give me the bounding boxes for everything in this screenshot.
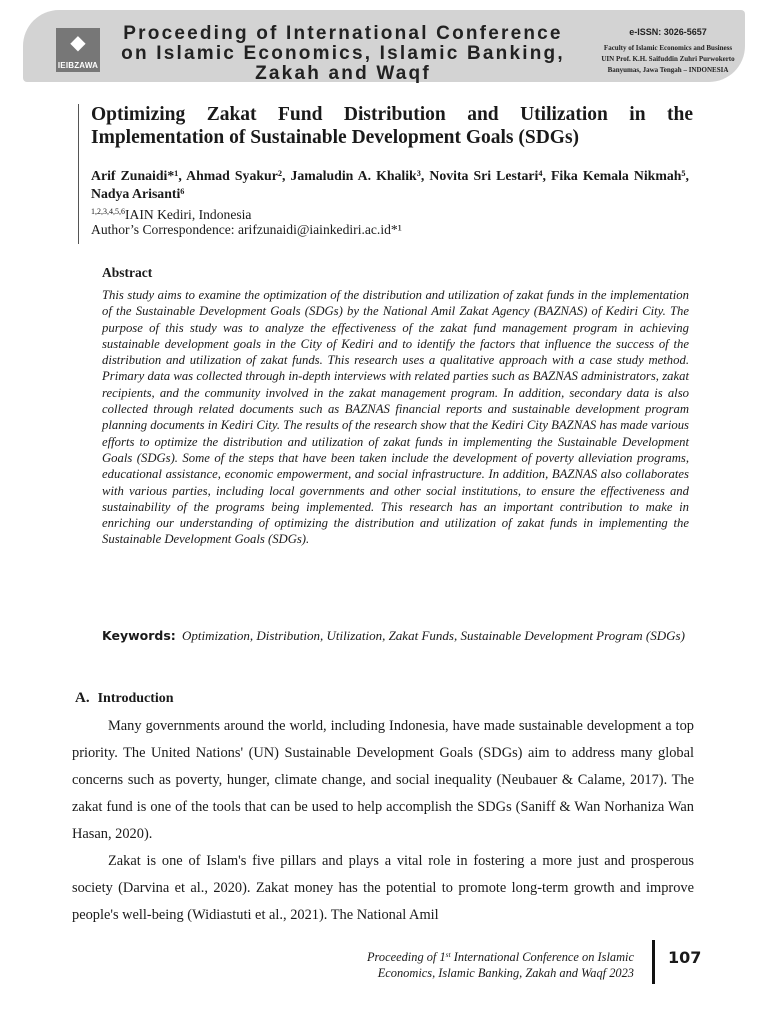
institution-info (583, 43, 753, 76)
institution-line: Banyumas, Jawa Tengah – INDONESIA (607, 66, 729, 74)
conference-title-line: Proceeding of International Conference (123, 23, 563, 44)
keywords-block (102, 628, 690, 644)
institution-line: UIN Prof. K.H. Saifuddin Zuhri Purwokerto (601, 55, 735, 63)
footer-text-part: International Conference on Islamic (450, 950, 634, 964)
section-letter: A. (75, 690, 90, 706)
footer-line-1 (300, 947, 634, 965)
conference-title (113, 24, 573, 84)
affiliation (91, 203, 691, 223)
abstract-text: This study aims to examine the optimization of the distribution and utilization of zakat funds in the implementation of the Sustainable Development Goals (SDGs) by the National Amil Zakat Agency (BAZNAS) of Kediri City. The purpose of this study was to analyze the effectiveness of the zakat fund management program in achieving sustainable development goals in the City of Kediri and to identify the factors that influence the success of the distribution and utilization of zakat funds. This research uses a qualitative approach with a case study method. Primary data was collected through in-depth interviews with related parties such as BAZNAS administrators, zakat recipients, and the community involved in the zakat management program. In addition, secondary data is also collected through related documents such as BAZNAS financial reports and sustainable development program planning documents in Kediri City. The results of the research show that the Kediri City BAZNAS has made various efforts to optimize the distribution and utilization of zakat funds in implementing the Sustainable Development Goals (SDGs). Some of the steps that have been taken include the development of poverty alleviation programs, educational assistance, economic empowerment, and social infrastructure. In addition, BAZNAS also collaborates with various parties, including local governments and other social institutions, to ensure the effectiveness and sustainability of the programs being implemented. This research has an important contribution to make in enriching our understanding of optimizing the distribution and utilization of zakat funds in implementing the Sustainable Development Goals (SDGs). (102, 288, 689, 547)
title-block-rule (78, 104, 79, 244)
footer-line-2: Economics, Islamic Banking, Zakah and Waqf 2023 (377, 966, 634, 980)
abstract-heading: Abstract (102, 265, 153, 280)
conference-title-line: Zakah and Waqf (255, 63, 431, 84)
correspondence-email: Author’s Correspondence: arifzunaidi@iainkediri.ac.id*¹ (91, 222, 402, 237)
section-title: Introduction (97, 691, 174, 706)
introduction-paragraph-1: Many governments around the world, including Indonesia, have made sustainable development a top priority. The United Nations' (UN) Sustainable Development Goals (SDGs) aim to address many global concerns such as poverty, hunger, climate change, and social inequality (Neubauer & Calame, 2017). The zakat fund is one of the tools that can be used to help accomplish the SDGs (Saniff & Wan Norhaniza Wan Hasan, 2020). (72, 718, 694, 842)
page-number: 107 (668, 948, 702, 967)
footer-proceeding-citation (300, 947, 634, 981)
journal-header-banner (23, 10, 745, 82)
institution-line: Faculty of Islamic Economics and Business (603, 44, 733, 52)
conference-title-line: on Islamic Economics, Islamic Banking, (121, 43, 565, 64)
affiliation-text: IAIN Kediri, Indonesia (125, 207, 252, 222)
author-list: Arif Zunaidi*¹, Ahmad Syakur², Jamaludin A. Khalik³, Novita Sri Lestari⁴, Fika Kemala Nikmah⁵, Nadya Arisanti⁶ (91, 168, 689, 201)
introduction-paragraph-2: Zakat is one of Islam's five pillars and plays a vital role in fostering a more just and prosperous society (Darvina et al., 2020). Zakat money has the potential to promote long-term growth and improve people's well-being (Widiastuti et al., 2021). The National Amil (72, 853, 694, 923)
keywords-label: Keywords: (102, 628, 176, 643)
section-heading-introduction (75, 690, 174, 707)
logo-emblem-icon: ◆ (70, 32, 86, 54)
publisher-info (583, 27, 753, 76)
paper-title: Optimizing Zakat Fund Distribution and Utilization in the Implementation of Sustainable Development Goals (SDGs) (91, 104, 693, 148)
keywords-text: Optimization, Distribution, Utilization, Zakat Funds, Sustainable Development Program (SDGs) (182, 628, 685, 643)
footer-text-part: Proceeding of 1 (366, 950, 446, 964)
conference-logo (56, 28, 100, 72)
footer-ordinal-sup: st (445, 950, 451, 959)
footer-divider (652, 940, 655, 984)
affiliation-superscript: 1,2,3,4,5,6 (91, 207, 125, 216)
eissn-label: e-ISSN: 3026-5657 (629, 27, 707, 37)
logo-text: IEIBZAWA (57, 61, 99, 70)
